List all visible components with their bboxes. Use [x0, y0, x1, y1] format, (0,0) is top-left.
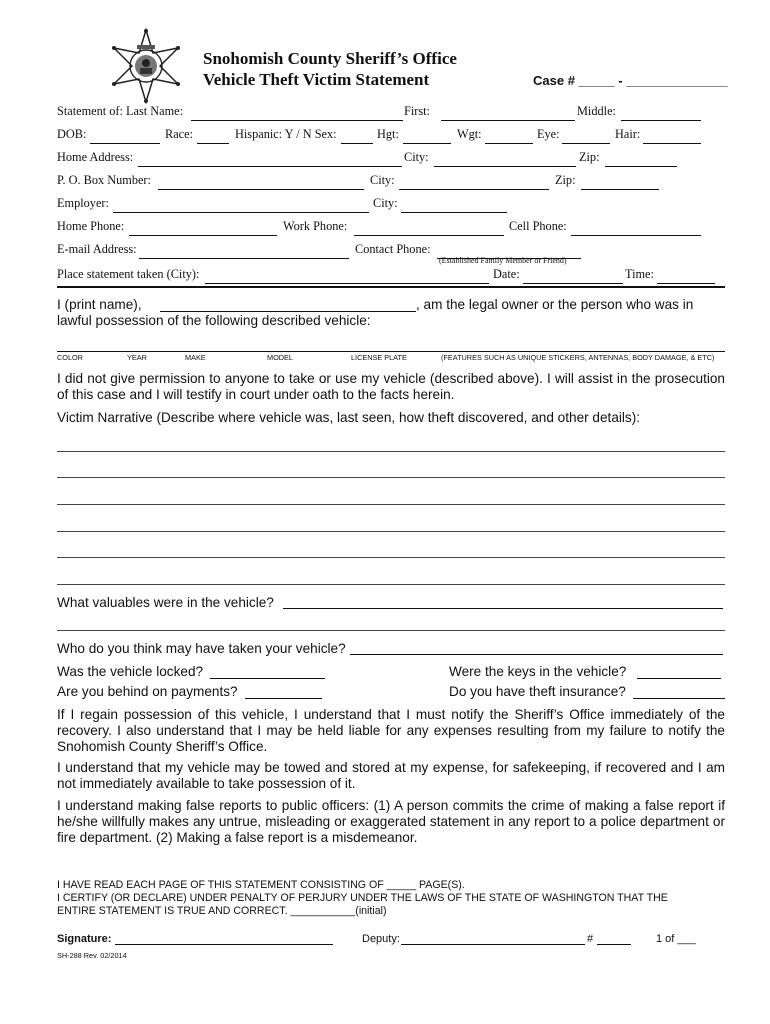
signature-input[interactable]: [115, 944, 333, 945]
narrative-line[interactable]: [57, 477, 725, 478]
certification-line-initial: ENTIRE STATEMENT IS TRUE AND CORRECT. ___________(initial): [57, 905, 387, 917]
name-row: [57, 104, 725, 122]
email-input[interactable]: [139, 244, 349, 259]
home-city-label: City:: [404, 150, 429, 164]
insurance-input[interactable]: [633, 698, 725, 699]
make-column: MAKE: [185, 353, 206, 362]
permission-statement: I did not give permission to anyone to take or use my vehicle (described above). I will assist in the prosecution of this case and I will testify in court under oath to the facts herein.: [57, 371, 725, 402]
place-taken-input[interactable]: [205, 269, 489, 284]
time-label: Time:: [625, 267, 654, 281]
color-column: COLOR: [57, 353, 83, 362]
valuables-input-line[interactable]: [57, 630, 725, 631]
certification-block: [57, 879, 725, 918]
first-name-label: First:: [404, 104, 430, 118]
height-input[interactable]: [403, 129, 451, 144]
section-divider: [57, 286, 725, 288]
height-label: Hgt:: [377, 127, 399, 141]
home-address-label: Home Address:: [57, 150, 134, 164]
home-phone-input[interactable]: [129, 221, 277, 236]
narrative-label: Victim Narrative (Describe where vehicle was, last seen, how theft discovered, and other details):: [57, 410, 641, 425]
home-city-input[interactable]: [434, 152, 576, 167]
po-zip-input[interactable]: [581, 175, 659, 190]
keys-label: Were the keys in the vehicle?: [449, 664, 627, 679]
weight-label: Wgt:: [457, 127, 482, 141]
work-phone-input[interactable]: [354, 221, 504, 236]
who-took-label: Who do you think may have taken your vehicle?: [57, 641, 346, 656]
first-name-input[interactable]: [441, 106, 575, 121]
home-zip-label: Zip:: [579, 150, 600, 164]
deputy-input[interactable]: [401, 944, 585, 945]
deputy-number-label: #: [587, 933, 594, 945]
home-address-input[interactable]: [138, 152, 402, 167]
vehicle-description-input[interactable]: [57, 351, 725, 352]
physical-row: [57, 127, 725, 145]
contact-phone-note: (Established Family Member or Friend): [439, 256, 567, 265]
time-input[interactable]: [657, 269, 715, 284]
locked-input[interactable]: [210, 678, 325, 679]
regain-possession-notice: If I regain possession of this vehicle, I understand that I must notify the Sheriff’s Office immediately of the recovery. I also understand that I may be held liable for any expenses resulting from my failure to notify the Snohomish County Sheriff’s Office.: [57, 707, 725, 754]
payments-label: Are you behind on payments?: [57, 684, 238, 699]
valuables-input[interactable]: [283, 608, 723, 609]
hair-label: Hair:: [615, 127, 641, 141]
insurance-label: Do you have theft insurance?: [449, 684, 626, 699]
work-phone-label: Work Phone:: [283, 219, 348, 233]
middle-name-input[interactable]: [621, 106, 701, 121]
eye-input[interactable]: [562, 129, 610, 144]
last-name-label: Statement of: Last Name:: [57, 104, 184, 118]
po-box-row: [57, 173, 725, 191]
towing-notice: I understand that my vehicle may be towed and stored at my expense, for safekeeping, if recovered and I am not immediately available to take possession of it.: [57, 760, 725, 791]
dob-label: DOB:: [57, 127, 87, 141]
year-column: YEAR: [127, 353, 147, 362]
who-took-input[interactable]: [350, 654, 723, 655]
print-name-prefix: I (print name),: [57, 297, 142, 312]
keys-input[interactable]: [637, 678, 721, 679]
print-name-suffix: , am the legal owner or the person who was in: [416, 297, 694, 312]
email-row: [57, 242, 725, 260]
features-column: (FEATURES SUCH AS UNIQUE STICKERS, ANTENNAS, BODY DAMAGE, & ETC): [441, 353, 715, 362]
valuables-label: What valuables were in the vehicle?: [57, 595, 274, 610]
print-name-input[interactable]: [160, 311, 416, 312]
middle-name-label: Middle:: [577, 104, 616, 118]
signature-label: Signature:: [57, 933, 112, 945]
locked-label: Was the vehicle locked?: [57, 664, 204, 679]
agency-name: Snohomish County Sheriff’s Office: [203, 49, 457, 68]
phone-row: [57, 219, 725, 237]
narrative-line[interactable]: [57, 531, 725, 532]
race-input[interactable]: [197, 129, 229, 144]
hair-input[interactable]: [643, 129, 701, 144]
eye-label: Eye:: [537, 127, 560, 141]
home-zip-input[interactable]: [605, 152, 677, 167]
home-address-row: [57, 150, 725, 168]
home-phone-label: Home Phone:: [57, 219, 125, 233]
po-box-input[interactable]: [158, 175, 364, 190]
race-label: Race:: [165, 127, 193, 141]
payments-input[interactable]: [245, 698, 322, 699]
cell-phone-label: Cell Phone:: [509, 219, 567, 233]
employer-city-label: City:: [373, 196, 398, 210]
license-plate-column: LICENSE PLATE: [351, 353, 407, 362]
sheriff-star-badge-icon: [108, 28, 184, 104]
narrative-line[interactable]: [57, 504, 725, 505]
employer-label: Employer:: [57, 196, 109, 210]
case-number-field[interactable]: Case # _____ - ______________: [533, 73, 728, 88]
narrative-line[interactable]: [57, 451, 725, 452]
narrative-line[interactable]: [57, 584, 725, 585]
page-count: 1 of ___: [656, 933, 696, 945]
employer-row: [57, 196, 725, 214]
sex-input[interactable]: [341, 129, 373, 144]
possession-text: lawful possession of the following described vehicle:: [57, 313, 371, 328]
date-label: Date:: [493, 267, 520, 281]
form-number: SH-288 Rev. 02/2014: [57, 951, 127, 960]
dob-input[interactable]: [90, 129, 160, 144]
false-report-notice: I understand making false reports to public officers: (1) A person commits the crime of making a false report if he/she willfully makes any untrue, misleading or exaggerated statement in any report to a police department or fire department. (2) Making a false report is a misdemeanor.: [57, 798, 725, 845]
email-label: E-mail Address:: [57, 242, 137, 256]
model-column: MODEL: [267, 353, 293, 362]
employer-input[interactable]: [113, 198, 369, 213]
po-box-label: P. O. Box Number:: [57, 173, 151, 187]
deputy-label: Deputy:: [362, 933, 400, 945]
date-input[interactable]: [523, 269, 623, 284]
po-zip-label: Zip:: [555, 173, 576, 187]
place-row: [57, 267, 725, 285]
employer-city-input[interactable]: [401, 198, 507, 213]
contact-phone-label: Contact Phone:: [355, 242, 431, 256]
last-name-input[interactable]: [191, 106, 403, 121]
certification-line-perjury: I CERTIFY (OR DECLARE) UNDER PENALTY OF PERJURY UNDER THE LAWS OF THE STATE OF WASHINGTON THAT THE: [57, 892, 668, 904]
deputy-number-input[interactable]: [597, 944, 631, 945]
po-city-input[interactable]: [399, 175, 549, 190]
hispanic-sex-label: Hispanic: Y / N Sex:: [235, 127, 337, 141]
cell-phone-input[interactable]: [571, 221, 701, 236]
narrative-line[interactable]: [57, 557, 725, 558]
po-city-label: City:: [370, 173, 395, 187]
form-title: Vehicle Theft Victim Statement: [203, 70, 430, 89]
place-taken-label: Place statement taken (City):: [57, 267, 200, 281]
weight-input[interactable]: [485, 129, 533, 144]
certification-line-pages: I HAVE READ EACH PAGE OF THIS STATEMENT CONSISTING OF _____ PAGE(S).: [57, 879, 465, 891]
